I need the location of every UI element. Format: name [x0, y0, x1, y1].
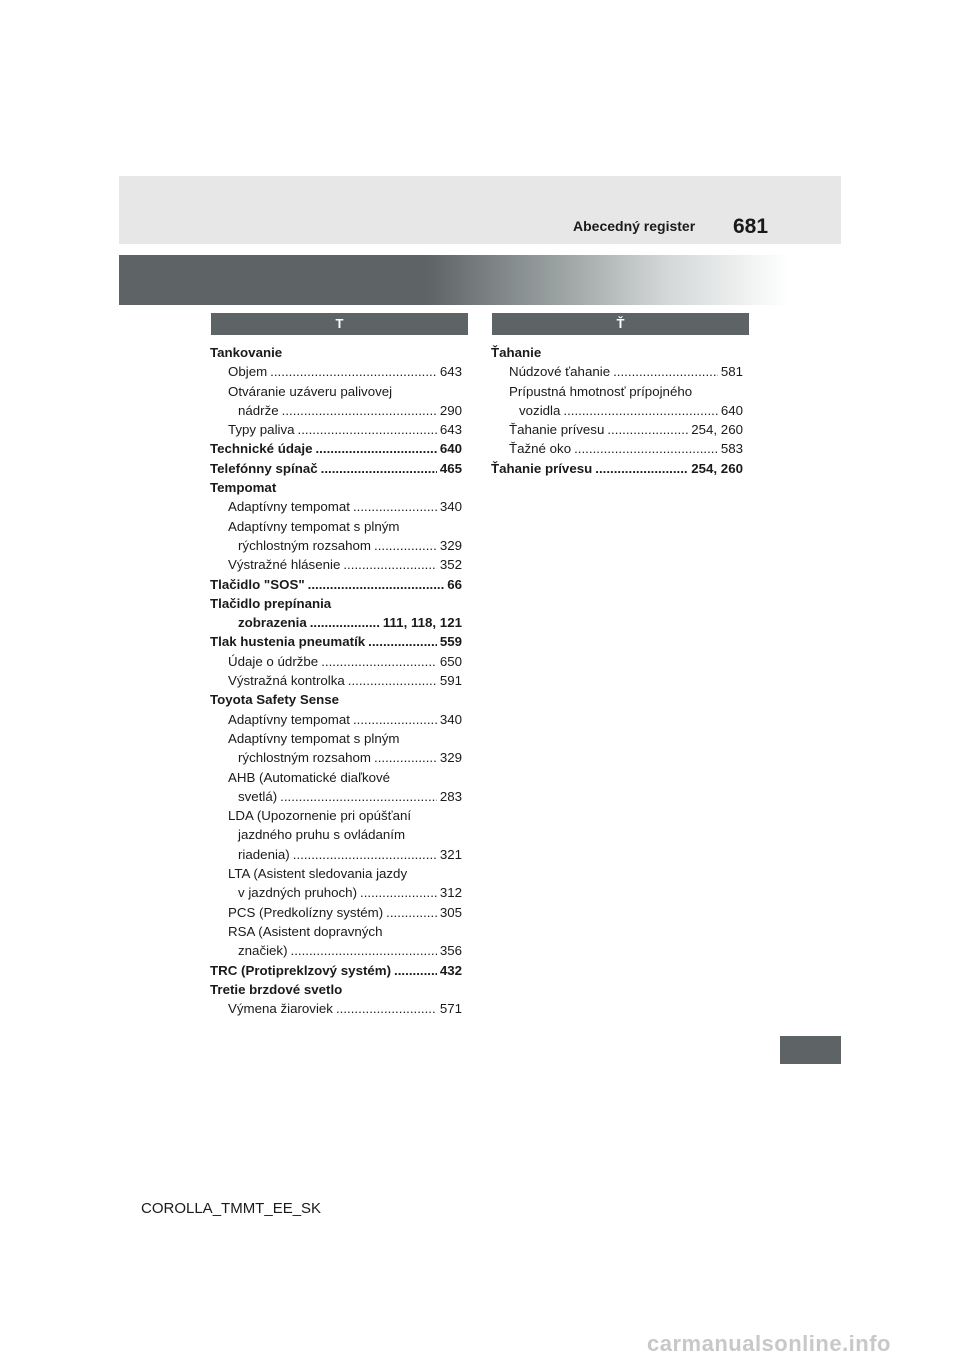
index-entry-page: 352	[439, 557, 462, 573]
dot-leader	[607, 420, 688, 439]
index-column-t	[210, 343, 462, 1018]
dot-leader	[310, 613, 380, 632]
index-entry-text: Výstražné hlásenie	[228, 557, 341, 573]
index-entry	[210, 459, 462, 478]
index-entry-text: Núdzové ťahanie	[509, 364, 611, 380]
index-entry: Tankovanie	[210, 345, 283, 360]
index-entry	[210, 941, 462, 960]
index-entry-text: v jazdných pruhoch)	[238, 885, 357, 901]
index-entry-text: PCS (Predkolízny systém)	[228, 904, 384, 920]
index-entry-text: nádrže	[238, 402, 279, 418]
index-entry-text: Adaptívny tempomat	[228, 711, 350, 727]
dot-leader	[386, 903, 437, 922]
document-code: COROLLA_TMMT_EE_SK	[141, 1200, 322, 1217]
index-entry: LTA (Asistent sledovania jazdy	[228, 866, 408, 882]
chapter-tab	[780, 1036, 841, 1064]
index-entry	[210, 613, 462, 632]
index-entry: Prípustná hmotnosť prípojného	[509, 383, 693, 399]
index-entry-page: 111, 118, 121	[382, 615, 462, 631]
index-entry-text: riadenia)	[238, 846, 290, 862]
index-entry	[210, 362, 462, 381]
dot-leader	[270, 362, 437, 381]
index-entry	[210, 652, 462, 671]
index-entry	[210, 671, 462, 690]
index-entry	[210, 710, 462, 729]
index-entry-page: 340	[439, 711, 462, 727]
index-entry-page: 254, 260	[691, 422, 743, 438]
index-entry: RSA (Asistent dopravných	[228, 923, 383, 939]
letter-heading-t-caron: Ť	[492, 313, 749, 335]
index-entry-page: 640	[439, 441, 462, 457]
index-entry-page: 254, 260	[691, 460, 743, 476]
decorative-gradient-bar	[119, 255, 789, 305]
watermark: carmanualsonline.info	[647, 1331, 891, 1356]
index-entry-page: 571	[439, 1001, 462, 1017]
index-entry	[491, 420, 743, 439]
index-entry	[210, 439, 462, 458]
dot-leader	[613, 362, 718, 381]
index-entry	[491, 439, 743, 458]
section-title: Abecedný register	[573, 218, 696, 234]
index-entry-text: Tlačidlo "SOS"	[210, 576, 305, 592]
page-number: 681	[733, 215, 769, 238]
index-entry-page: 640	[720, 402, 743, 418]
dot-leader	[282, 401, 437, 420]
index-entry-page: 356	[439, 943, 462, 959]
index-entry	[210, 632, 462, 651]
index-entry	[491, 362, 743, 381]
index-entry-text: Výmena žiaroviek	[228, 1001, 333, 1017]
index-entry-text: Typy paliva	[228, 422, 295, 438]
dot-leader	[374, 748, 437, 767]
index-entry-page: 283	[439, 788, 462, 804]
index-entry-text: TRC (Protipreklzový systém)	[210, 962, 392, 978]
dot-leader	[348, 671, 437, 690]
index-entry	[210, 575, 462, 594]
index-entry-text: Objem	[228, 364, 268, 380]
index-entry-page: 312	[439, 885, 462, 901]
index-entry-text: Technické údaje	[210, 441, 313, 457]
dot-leader	[298, 420, 437, 439]
dot-leader	[595, 459, 688, 478]
index-entry	[210, 555, 462, 574]
index-entry: Ťahanie	[491, 345, 542, 360]
index-entry: LDA (Upozornenie pri opúšťaní	[228, 808, 412, 824]
index-entry-text: Údaje o údržbe	[228, 653, 319, 669]
dot-leader	[315, 439, 436, 458]
index-entry-text: Ťažné oko	[509, 441, 572, 457]
index-entry	[210, 401, 462, 420]
index-entry-page: 340	[439, 499, 462, 515]
dot-leader	[280, 787, 437, 806]
index-entry-text: vozidla	[519, 402, 561, 418]
index-entry-text: rýchlostným rozsahom	[238, 750, 372, 766]
dot-leader	[563, 401, 717, 420]
index-entry	[210, 748, 462, 767]
dot-leader	[394, 961, 437, 980]
index-entry-page: 321	[439, 846, 462, 862]
index-entry-text: Telefónny spínač	[210, 460, 318, 476]
dot-leader	[293, 845, 437, 864]
dot-leader	[360, 883, 437, 902]
index-entry: Tretie brzdové svetlo	[210, 981, 343, 997]
index-entry-page: 650	[439, 653, 462, 669]
letter-heading-t: T	[211, 313, 468, 335]
index-entry-page: 432	[439, 962, 462, 978]
index-entry-text: zobrazenia	[238, 615, 307, 631]
dot-leader	[336, 999, 437, 1018]
index-entry-page: 66	[447, 576, 462, 592]
index-entry-page: 559	[439, 634, 462, 650]
index-entry	[210, 536, 462, 555]
index-entry	[210, 961, 462, 980]
index-entry: jazdného pruhu s ovládaním	[238, 827, 406, 843]
index-entry-page: 583	[720, 441, 743, 457]
index-column-t-caron	[491, 343, 743, 478]
dot-leader	[343, 555, 436, 574]
index-entry-page: 643	[439, 422, 462, 438]
dot-leader	[368, 632, 437, 651]
index-entry: Adaptívny tempomat s plným	[228, 518, 400, 534]
index-entry-text: Tlak hustenia pneumatík	[210, 634, 366, 650]
index-entry-text: rýchlostným rozsahom	[238, 537, 372, 553]
index-entry	[210, 999, 462, 1018]
index-entry-page: 329	[439, 750, 462, 766]
dot-leader	[374, 536, 437, 555]
index-entry-text: svetlá)	[238, 788, 278, 804]
index-entry-page: 305	[439, 904, 462, 920]
dot-leader	[321, 652, 437, 671]
index-entry	[210, 845, 462, 864]
index-entry	[210, 497, 462, 516]
dot-leader	[353, 497, 437, 516]
dot-leader	[321, 459, 437, 478]
index-entry-page: 329	[439, 537, 462, 553]
index-entry	[491, 459, 743, 478]
index-entry: AHB (Automatické diaľkové	[228, 769, 391, 785]
index-entry-text: Ťahanie prívesu	[491, 460, 593, 476]
dot-leader	[291, 941, 437, 960]
index-entry-page: 581	[720, 364, 743, 380]
dot-leader	[308, 575, 445, 594]
index-entry: Tempomat	[210, 480, 277, 496]
index-entry	[210, 787, 462, 806]
index-entry: Tlačidlo prepínania	[210, 595, 332, 611]
index-entry-page: 290	[439, 402, 462, 418]
index-entry-text: Adaptívny tempomat	[228, 499, 350, 515]
index-entry-page: 591	[439, 673, 462, 689]
index-entry	[210, 883, 462, 902]
index-entry-text: Ťahanie prívesu	[509, 422, 605, 438]
index-entry	[210, 903, 462, 922]
index-entry: Adaptívny tempomat s plným	[228, 730, 400, 746]
index-entry-page: 465	[439, 460, 462, 476]
index-entry-text: Výstražná kontrolka	[228, 673, 345, 689]
index-entry-text: značiek)	[238, 943, 288, 959]
dot-leader	[353, 710, 437, 729]
index-entry	[491, 401, 743, 420]
index-entry	[210, 420, 462, 439]
dot-leader	[574, 439, 718, 458]
index-entry-page: 643	[439, 364, 462, 380]
index-entry: Toyota Safety Sense	[210, 692, 340, 708]
index-entry: Otváranie uzáveru palivovej	[228, 383, 393, 399]
